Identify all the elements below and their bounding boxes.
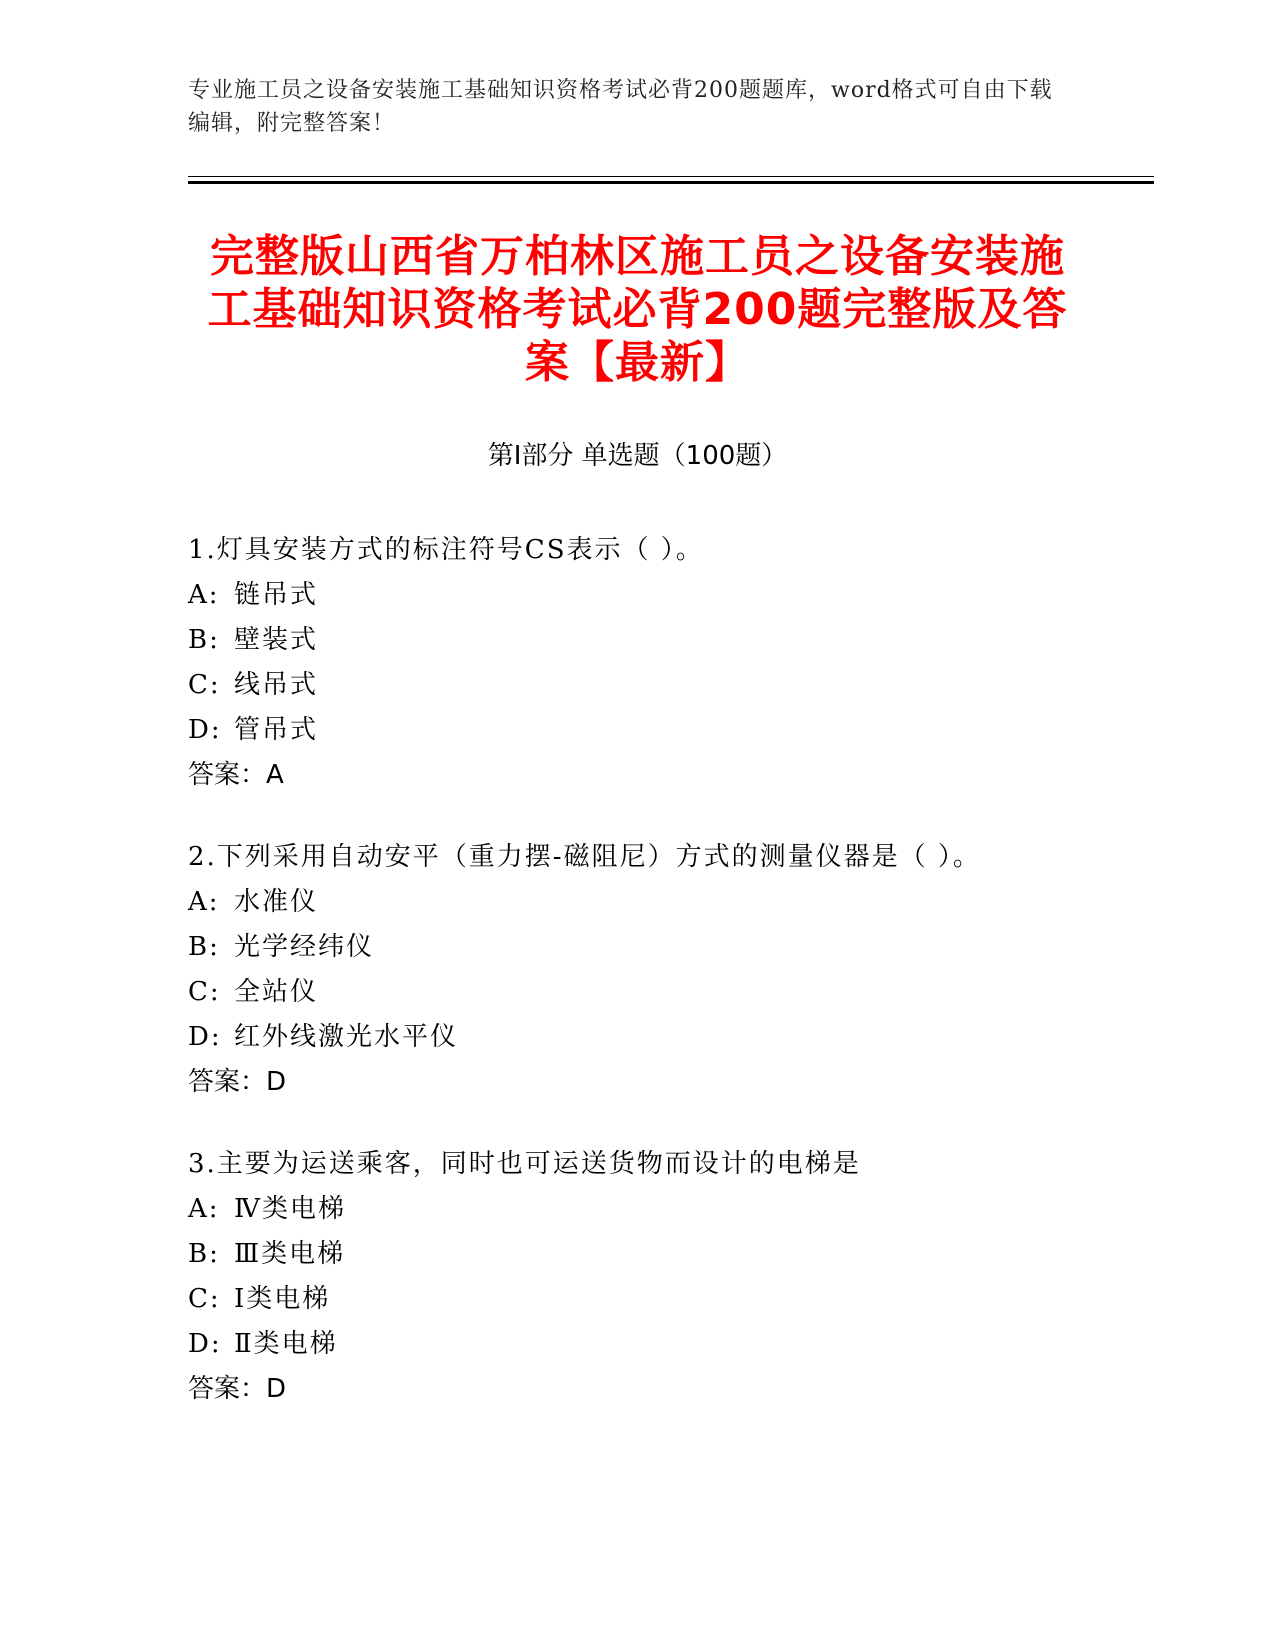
option-text: 链吊式 — [234, 580, 319, 610]
option-b — [188, 618, 1148, 663]
option-key: A: — [188, 1194, 220, 1224]
question-list — [188, 528, 1148, 1449]
question-2 — [188, 835, 1148, 1105]
option-b — [188, 1232, 1148, 1277]
answer-line: 答案：A — [188, 760, 284, 790]
question-stem: 2.下列采用自动安平（重力摆-磁阻尼）方式的测量仪器是（ ）。 — [188, 842, 981, 872]
answer-line: 答案：D — [188, 1374, 287, 1404]
option-text: Ⅱ类电梯 — [234, 1329, 338, 1359]
option-text: Ⅳ类电梯 — [234, 1194, 346, 1224]
option-key: B: — [188, 1239, 220, 1269]
option-key: D: — [188, 1329, 222, 1359]
option-text: 壁装式 — [234, 625, 319, 655]
option-d — [188, 1322, 1148, 1367]
header-rule-thick — [188, 181, 1154, 184]
option-b — [188, 925, 1148, 970]
option-a — [188, 1187, 1148, 1232]
header-note: 专业施工员之设备安装施工基础知识资格考试必背200题题库，word格式可自由下载编辑，附完整答案！ — [188, 78, 1053, 136]
section-heading: 第Ⅰ部分 单选题（100题） — [487, 441, 788, 471]
option-key: D: — [188, 1022, 222, 1052]
question-3 — [188, 1142, 1148, 1412]
option-key: B: — [188, 625, 220, 655]
option-text: 管吊式 — [234, 715, 319, 745]
document-title: 完整版山西省万柏林区施工员之设备安装施工基础知识资格考试必背200题完整版及答案【最新】 — [207, 231, 1068, 388]
option-text: Ⅰ类电梯 — [234, 1284, 331, 1314]
option-text: 红外线激光水平仪 — [234, 1022, 459, 1052]
option-key: C: — [188, 977, 221, 1007]
option-key: C: — [188, 1284, 221, 1314]
option-text: 光学经纬仪 — [234, 932, 375, 962]
option-text: Ⅲ类电梯 — [234, 1239, 346, 1269]
option-c — [188, 1277, 1148, 1322]
option-text: 水准仪 — [234, 887, 319, 917]
option-key: A: — [188, 887, 220, 917]
question-stem: 1.灯具安装方式的标注符号CS表示（ ）。 — [188, 535, 704, 565]
answer-line: 答案：D — [188, 1067, 287, 1097]
option-d — [188, 1015, 1148, 1060]
header-rule-thin — [188, 176, 1154, 177]
option-text: 线吊式 — [234, 670, 319, 700]
option-key: B: — [188, 932, 220, 962]
option-key: A: — [188, 580, 220, 610]
option-key: D: — [188, 715, 222, 745]
question-stem: 3.主要为运送乘客，同时也可运送货物而设计的电梯是 — [188, 1149, 861, 1179]
option-a — [188, 880, 1148, 925]
option-key: C: — [188, 670, 221, 700]
option-a — [188, 573, 1148, 618]
option-d — [188, 708, 1148, 753]
question-1 — [188, 528, 1148, 798]
option-c — [188, 663, 1148, 708]
option-text: 全站仪 — [234, 977, 319, 1007]
option-c — [188, 970, 1148, 1015]
